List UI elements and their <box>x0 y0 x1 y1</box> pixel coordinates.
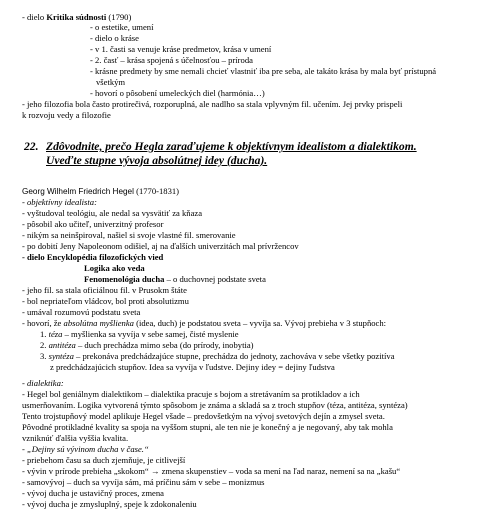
paragraph-line: k rozvoju vedy a filozofie <box>22 110 111 120</box>
paragraph-line: Tento trojstupňový model aplikuje Hegel všade – predovšetkým na vývoj svetových dejín a zmysel sveta. <box>22 411 385 421</box>
stage-item: 2. antitéza – duch prechádza mimo seba (do prírody, inobytia) <box>40 340 254 350</box>
work-title: Fenomenológia ducha – o duchovnej podstate sveta <box>84 274 266 284</box>
stage-item-continuation: z predchádzajúcich stupňov. Idea sa vyvíja v ľudstve. Dejiny idey = dejiny ľudstva <box>50 362 335 372</box>
question-heading: 22. Zdôvodnite, prečo Hegla zaraďujeme k objektívnym idealistom a dialektikom. <box>24 140 417 153</box>
list-item-continuation: všetkým <box>96 77 126 87</box>
list-item: - pôsobil ako učiteľ, univerzitný profesor <box>22 219 164 229</box>
stage-item: 1. téza – myšlienka sa vyvíja v sebe samej, čisté myslenie <box>40 329 239 339</box>
list-item: - hovorí, že absolútna myšlienka (idea, duch) je podstatou sveta – vyvíja sa. Vývoj prebieha v 3 stupňoch: <box>22 318 387 328</box>
list-item: - umával rozumovú podstatu sveta <box>22 307 141 317</box>
kritika-line: - dielo Kritika súdnosti (1790) <box>22 12 132 22</box>
paragraph-line: - jeho filozofia bola často protirečivá, rozporuplná, ale nadlho sa stala vplyvným fil. učením. Jej prvky prispeli <box>22 99 403 109</box>
list-item: - vývin v prírode prebieha „skokom“ → zmena skupenstiev – voda sa mení na ľad naraz, nemení sa na „kašu“ <box>22 466 401 476</box>
list-item: - nikým sa neinšpiroval, našiel si svoje vlastné fil. smerovanie <box>22 230 236 240</box>
section-label: - dialektika: <box>22 378 64 388</box>
list-item: - vývoj ducha je zmysluplný, spejе k zdokonaleniu <box>22 499 197 509</box>
quote-line: - „Dejiny sú vývinom ducha v čase.“ <box>22 444 149 454</box>
list-item: - krásne predmety by sme nemali chcieť vlastniť iba pre seba, ale takáto krása by mala byť prístupná <box>90 66 437 76</box>
paragraph-line: vzniknúť ďalšia vyššia kvalita. <box>22 433 129 443</box>
list-item: - samovývoj – duch sa vyvíja sám, má príčinu sám v sebe – monizmus <box>22 477 265 487</box>
section-label: - objektívny idealista: <box>22 197 97 207</box>
list-item: - bol nepriateľom vládcov, bol proti absolutizmu <box>22 296 189 306</box>
paragraph-line: usmerňovaním. Logika vytvorená týmto spôsobom je známa a skladá sa z troch stupňov (téza, antitéza, syntéza) <box>22 400 408 410</box>
list-item: - vývoj ducha je ustavičný proces, zmena <box>22 488 164 498</box>
list-item: - priebehom času sa duch zjemňuje, je citlivejší <box>22 455 186 465</box>
paragraph-line: Pôvodné protikladné kvality sa spoja na vyššom stupni, ale ten nie je konečný a je negovaný, aby tak mohla <box>22 422 393 432</box>
list-item: - vyštudoval teológiu, ale nedal sa vysvätiť za kňaza <box>22 208 203 218</box>
list-item: - dielo o kráse <box>90 33 139 43</box>
author-line: Georg Wilhelm Friedrich Hegel (1770-1831) <box>22 186 180 196</box>
list-item: - v 1. časti sa venuje kráse predmetov, krása v umení <box>90 44 272 54</box>
stage-item: 3. syntéza – prekonáva predchádzajúce stupne, prechádza do jednoty, zachováva v sebe všetky pozitíva <box>40 351 395 361</box>
list-item: - jeho fil. sa stala oficiálnou fil. v Prusokm štáte <box>22 285 187 295</box>
work-title: Kritika súdnosti <box>46 12 107 22</box>
work-title: Logika ako veda <box>84 263 145 273</box>
list-item: - dielo Encyklopédia filozofických vied <box>22 252 164 262</box>
list-item: - 2. časť – krása spojená s účelnosťou – príroda <box>90 55 253 65</box>
question-number: 22. <box>24 140 39 153</box>
question-heading-line2: Uveďte stupne vývoja absolútnej idey (ducha). <box>46 154 268 167</box>
list-item: - o estetike, umení <box>90 22 154 32</box>
paragraph-line: - Hegel bol geniálnym dialektikom – dialektika pracuje s bojom a stretávaním sa protikladov a ich <box>22 389 360 399</box>
list-item: - po dobití Jeny Napoleonom odišiel, aj na ďalších univerzitách mal prívržencov <box>22 241 299 251</box>
list-item: - hovorí o pôsobení umeleckých diel (harmónia…) <box>90 88 265 98</box>
author-name: Georg Wilhelm Friedrich Hegel <box>22 187 134 196</box>
